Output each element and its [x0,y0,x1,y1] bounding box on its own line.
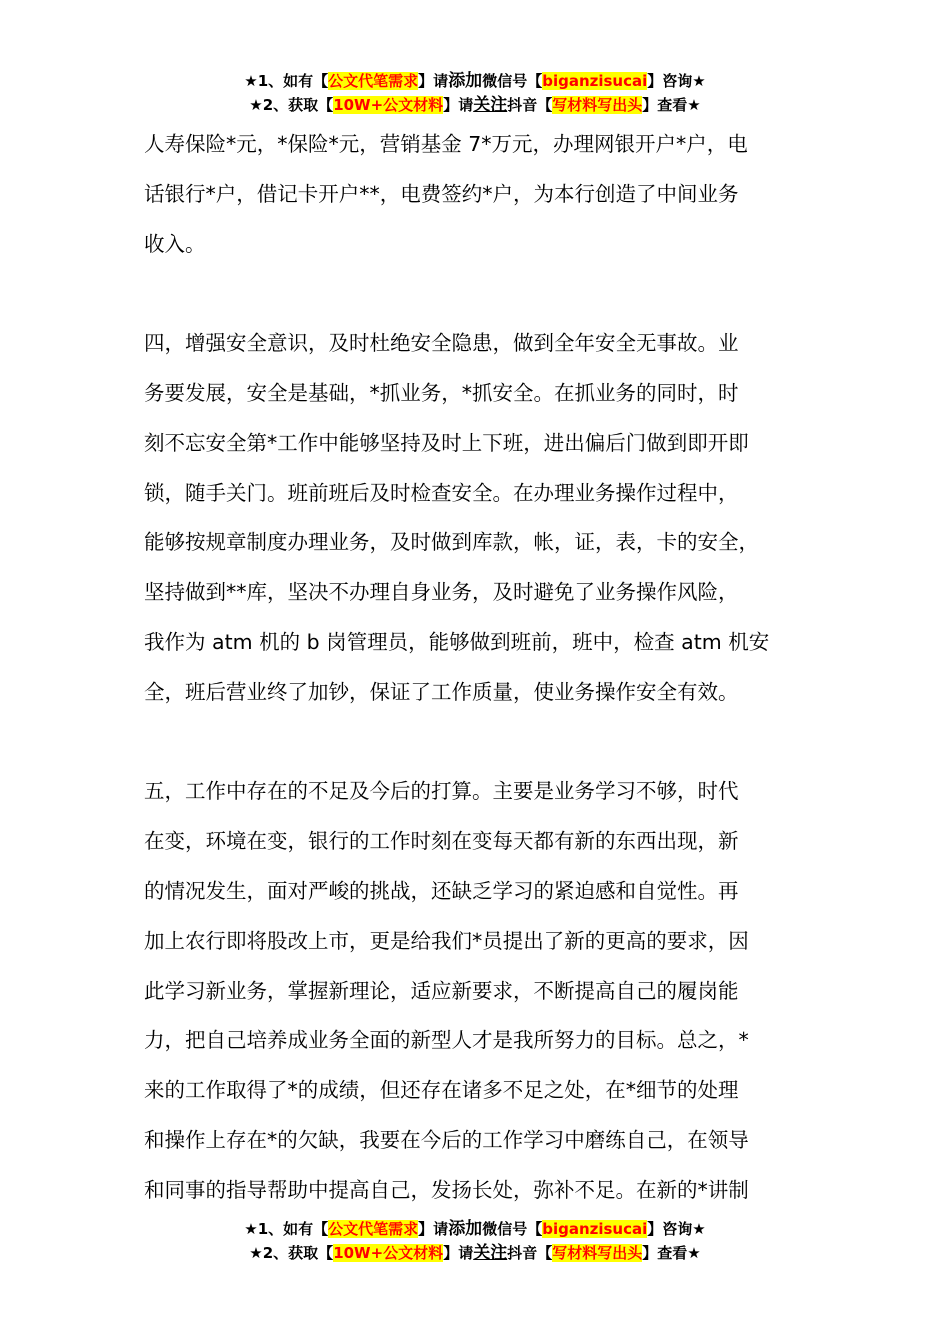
highlight-wechat-id: biganzisucai [542,72,648,90]
text-line: 在变，环境在变，银行的工作时刻在变每天都有新的东西出现，新 [144,829,739,854]
paragraph-shortcomings-plans [144,767,824,1215]
text-line: 五，工作中存在的不足及今后的打算。主要是业务学习不够，时代 [144,779,739,804]
banner-line-2: ★2、获取【10W+公文材料】请关注抖音【写材料写出头】查看★ [249,95,701,115]
footer-banner [0,1217,950,1265]
banner-line-1: ★1、如有【公文代笔需求】请添加微信号【biganzisucai】咨询★ [244,71,706,91]
text-line: 我作为 atm 机的 b 岗管理员，能够做到班前，班中，检查 atm 机安 [144,629,770,654]
highlight-service: 公文代笔需求 [328,1220,419,1238]
text-line: 能够按规章制度办理业务，及时做到库款，帐，证，表，卡的安全， [144,530,759,555]
highlight-service: 公文代笔需求 [328,72,419,90]
text-line: 加上农行即将股改上市，更是给我们*员提出了新的更高的要求，因 [144,928,749,953]
text-line: 锁，随手关门。班前班后及时检查安全。在办理业务操作过程中， [144,480,739,505]
text-line: 四，增强安全意识，及时杜绝安全隐患，做到全年安全无事故。业 [144,331,739,356]
paragraph-safety [144,319,824,717]
highlight-materials: 10W+公文材料 [333,1244,444,1262]
banner-line-1: ★1、如有【公文代笔需求】请添加微信号【biganzisucai】咨询★ [244,1219,706,1239]
text-line: 全，班后营业终了加钞，保证了工作质量，使业务操作安全有效。 [144,679,739,704]
header-banner [0,69,950,117]
document-body [144,120,824,1216]
text-line: 力，把自己培养成业务全面的新型人才是我所努力的目标。总之，* [144,1028,749,1053]
text-line: 人寿保险*元，*保险*元，营销基金 7*万元，办理网银开户*户，电 [144,132,748,156]
text-line: 和操作上存在*的欠缺，我要在今后的工作学习中磨练自己，在领导 [144,1127,749,1152]
text-line: 坚持做到**库，坚决不办理自身业务，及时避免了业务操作风险， [144,580,739,605]
text-line: 务要发展，安全是基础，*抓业务，*抓安全。在抓业务的同时，时 [144,380,739,405]
text-line: 的情况发生，面对严峻的挑战，还缺乏学习的紧迫感和自觉性。再 [144,878,739,903]
highlight-materials: 10W+公文材料 [333,96,444,114]
highlight-douyin-id: 写材料写出头 [552,96,643,114]
text-line: 来的工作取得了*的成绩，但还存在诸多不足之处，在*细节的处理 [144,1078,739,1103]
banner-line-2: ★2、获取【10W+公文材料】请关注抖音【写材料写出头】查看★ [249,1243,701,1263]
highlight-wechat-id: biganzisucai [542,1220,648,1238]
text-line: 刻不忘安全第*工作中能够坚持及时上下班，进出偏后门做到即开即 [144,430,749,455]
paragraph-intermediate-business [144,120,824,269]
text-line: 话银行*户，借记卡开户**，电费签约*户，为本行创造了中间业务 [144,181,739,206]
text-line: 此学习新业务，掌握新理论，适应新要求，不断提高自己的履岗能 [144,978,739,1003]
text-line: 和同事的指导帮助中提高自己，发扬长处，弥补不足。在新的*讲制 [144,1177,749,1202]
highlight-douyin-id: 写材料写出头 [552,1244,643,1262]
text-line: 收入。 [144,231,206,256]
